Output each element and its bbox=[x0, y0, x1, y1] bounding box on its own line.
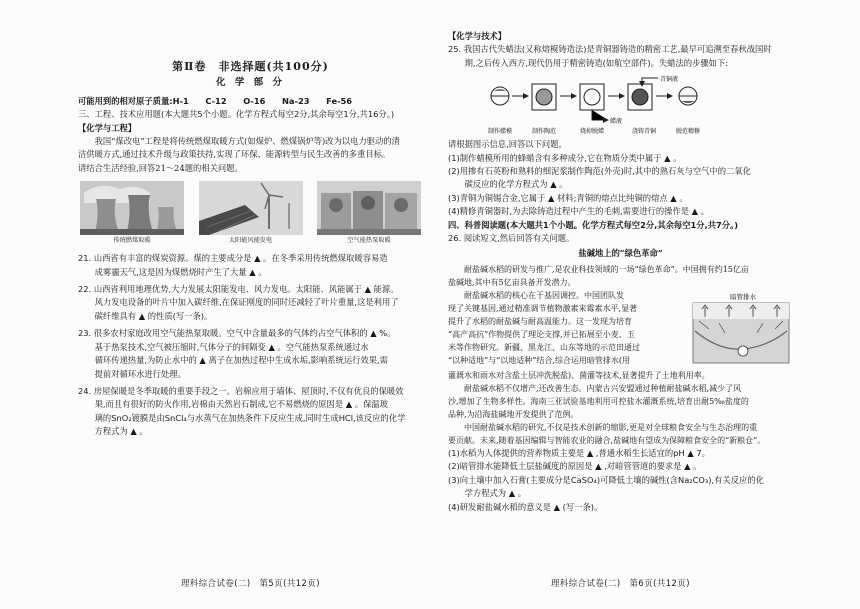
intro-line: 洁供暖方式,通过技术升级与政策扶持,实现了环保、能源转型与民生改善的多重目标。 bbox=[78, 149, 391, 160]
q-line: 25. 我国古代失蜡法(又称熔模铸造法)是青铜器铸造的精密工艺,最早可追溯至春秋战国时 bbox=[448, 44, 772, 55]
q-line: 期,之后传入西方,现代仍用于精密铸造(如航空部件)。失蜡法的步骤如下: bbox=[464, 57, 729, 68]
q-line: 提前对循环水进行处理。 bbox=[94, 368, 186, 379]
para-line: 盐碱地,其中有5亿亩具备开发潜力。 bbox=[448, 277, 576, 287]
q-line: 风力发电设备的叶片中加入碳纤维,在保证刚度的同时还减轻了叶片重量,这是利用了 bbox=[94, 297, 399, 308]
para-line: 沙,增加了生物多样性。海南三亚试验基地利用可控盐水灌溉系统,培育出耐5‰盐度的 bbox=[448, 396, 749, 406]
para-line: 灌溉水和雨水对含盐土层冲洗脱盐)、菌灌等技术,显著提升了土地利用率。 bbox=[448, 370, 710, 380]
flow-label-wax: 蜡液 bbox=[610, 118, 623, 126]
paper-title: 第Ⅱ卷 非选择题(共100分) bbox=[172, 60, 329, 73]
page-footer: 理科综合试卷(二) 第6页(共12页) bbox=[550, 577, 691, 588]
para-line: 米等作物研究。新疆、黑龙江、山东等地的示范田通过 bbox=[448, 342, 640, 352]
cooling-towers-image bbox=[80, 181, 184, 235]
drainage-figure bbox=[689, 291, 793, 367]
para-line: “高产高抗”作物提供了理论支撑,并已拓展至小麦、玉 bbox=[448, 329, 635, 339]
page-5 bbox=[78, 30, 423, 600]
q-line: 方程式为 ▲ 。 bbox=[94, 426, 148, 437]
engineering-tag: 【化学与工程】 bbox=[78, 122, 137, 133]
lost-wax-flow-diagram bbox=[448, 74, 793, 136]
q-line: 璃的SnO₂镀膜是由SnCl₄与水蒸气在加热条件下反应生成,同时生成HCl,该反应的化学 bbox=[94, 412, 406, 423]
q26-heading: 26. 阅读短文,然后回答有关问题。 bbox=[448, 233, 575, 244]
coal-to-electric-intro bbox=[78, 135, 423, 175]
q-line: (4)研发耐盐碱水稻的意义是 ▲ (写一条)。 bbox=[448, 501, 603, 512]
section-4-heading: 四、科普阅读题(本大题共1个小题。化学方程式每空2分,其余每空1分,共7分。) bbox=[448, 219, 739, 230]
question-22 bbox=[78, 283, 423, 323]
q-line: 学方程式为 ▲ 。 bbox=[448, 488, 527, 499]
q-line: 22. 山西省利用地理优势,大力发展太阳能发电、风力发电。太阳能、风能属于 ▲ 能源。 bbox=[78, 284, 399, 295]
section-3-heading: 三、工程、技术应用题(本大题共5个小题。化学方程式每空2分,其余每空1分,共16分。) bbox=[78, 109, 395, 120]
question-25 bbox=[448, 152, 793, 219]
q-line: (3)青铜为铜锡合金,它属于 ▲ 材料;青铜的熔点比纯铜的熔点 ▲ 。 bbox=[448, 192, 688, 203]
q-line: (2)暗管排水能降低土层盐碱度的原因是 ▲ ,对暗管管道的要求是 ▲ 。 bbox=[448, 461, 702, 472]
q-line: (1)水稻为人体提供的营养物质主要是 ▲ ,普通水稻生长适宜的pH ▲ 7。 bbox=[448, 447, 710, 458]
chemistry-subtitle: 化 学 部 分 bbox=[216, 77, 285, 89]
question-25-intro bbox=[448, 43, 793, 70]
flow-label-bronze: 青铜液 bbox=[660, 76, 679, 84]
para-line: 耐盐碱水稻不仅增产,还改善生态。内蒙古兴安盟通过种植耐盐碱水稻,减少了风 bbox=[464, 383, 742, 393]
photo-caption: 空气能热泵取暖 bbox=[347, 237, 391, 245]
q-line: 基于热泵技术,空气被压缩时,气体分子的间隔变 ▲ 。空气能热泵系统通过水 bbox=[94, 341, 369, 352]
q-line: (2)用掺有石英粉和熟料的细泥浆制作陶范(外壳)时,其中的熟石灰与空气中的二氧化 bbox=[448, 166, 751, 177]
article-body bbox=[448, 263, 793, 447]
article-title: 盐碱地上的“绿色革命” bbox=[578, 248, 663, 259]
page-6 bbox=[448, 30, 793, 600]
solar-wind-image bbox=[199, 181, 303, 235]
flow-step-label: 制作陶范 bbox=[531, 128, 557, 136]
q-line: (4)精修青铜器时,为去除铸造过程中产生的毛刺,需要进行的操作是 ▲ 。 bbox=[448, 206, 709, 217]
flow-step-label: 制作蜡模 bbox=[487, 128, 513, 136]
heat-pump-image bbox=[317, 181, 421, 235]
question-24 bbox=[78, 385, 423, 439]
q-line: (3)向土壤中加入石膏(主要成分是CaSO₄)可降低土壤的碱性(含Na₂CO₃),有关反应的化 bbox=[448, 474, 764, 485]
photo-coal-heating bbox=[80, 181, 184, 246]
q-line: 24. 房屋保暖是冬季取暖的重要手段之一。岩棉应用于墙体、屋顶时,不仅有优良的保暖效 bbox=[78, 385, 404, 396]
question-26 bbox=[448, 447, 793, 514]
q-line: (1)制作蜡模所用的蜂蜡含有多种成分,它在物质分类中属于 ▲ 。 bbox=[448, 152, 682, 163]
para-line: 耐盐碱水稻的研发与推广,是农业科技领域的一场“绿色革命”。中国拥有约15亿亩 bbox=[464, 264, 749, 274]
intro-line: 请结合生活经验,回答21～24题的相关问题。 bbox=[78, 162, 243, 173]
page-footer: 理科综合试卷(二) 第5页(共12页) bbox=[180, 577, 321, 588]
q-line: 成雾霾天气,这是因为煤燃烧时产生了大量 ▲ 。 bbox=[94, 266, 267, 277]
atomic-masses: 可能用到的相对原子质量:H-1 C-12 O-16 Na-23 Fe-56 bbox=[78, 95, 353, 106]
q-line: 碳纤维具有 ▲ 的性质(写一条)。 bbox=[94, 310, 213, 321]
para-line: 要贡献。未来,随着基因编辑与智能农业的融合,盐碱地有望成为保障粮食安全的“新粮仓”。 bbox=[448, 435, 766, 445]
para-line: 品种,为沿海盐碱地开发提供了范例。 bbox=[448, 409, 579, 419]
q-line: 循环传递热量,为防止水中的 ▲ 离子在加热过程中生成水垢,影响系统运行效果,需 bbox=[94, 355, 388, 366]
para-line: 现了关键基因,通过精准调节植物激素来霉素水平,显著 bbox=[448, 303, 638, 313]
photo-solar-wind bbox=[199, 181, 303, 246]
para-line: 耐盐碱水稻的核心在于基因调控。中国团队发 bbox=[464, 290, 624, 300]
q-line: 果,而且有很好的防火作用,岩棉由天然岩石制成,它不易燃烧的原因是 ▲ 。保温玻 bbox=[94, 399, 388, 410]
technology-tag: 【化学与技术】 bbox=[448, 31, 507, 41]
intro-line: 我国“煤改电”工程是将传统燃煤取暖方式(如煤炉、燃煤锅炉等)改为以电力驱动的清 bbox=[94, 136, 400, 147]
q-line: 碳反应的化学方程式为 ▲ 。 bbox=[448, 179, 568, 190]
flow-step-label: 脱范精修 bbox=[675, 128, 701, 136]
para-line: “以种适地”与“以地适种”结合,综合运用暗管排水(用 bbox=[448, 355, 631, 365]
photo-caption: 太阳能风能发电 bbox=[228, 237, 273, 245]
photo-heat-pump bbox=[317, 181, 421, 246]
para-line: 提升了水稻的耐盐碱与耐高温能力。这一发现为培育 bbox=[448, 316, 632, 326]
flow-step-label: 浇铸青铜 bbox=[631, 128, 657, 136]
para-line: 中国耐盐碱水稻的研究,不仅是技术创新的缩影,更是对全球粮食安全与生态治理的重 bbox=[464, 422, 758, 432]
q-line: 23. 很多农村家庭改用空气能热泵取暖。空气中含量最多的气体约占空气体积的 ▲ %。 bbox=[78, 328, 396, 339]
photo-row bbox=[80, 181, 421, 246]
question-21 bbox=[78, 252, 423, 279]
q-line: 21. 山西省有丰富的煤炭资源。煤的主要成分是 ▲ 。在冬季采用传统燃煤取暖容易造 bbox=[78, 253, 388, 264]
drain-label: 暗管排水 bbox=[730, 292, 756, 301]
question-23 bbox=[78, 327, 423, 381]
flow-step-label: 烧掉脱蜡 bbox=[579, 128, 605, 136]
photo-caption: 传统燃煤取暖 bbox=[113, 237, 151, 245]
q25-instruction: 请根据图示信息,回答以下问题。 bbox=[448, 139, 567, 150]
